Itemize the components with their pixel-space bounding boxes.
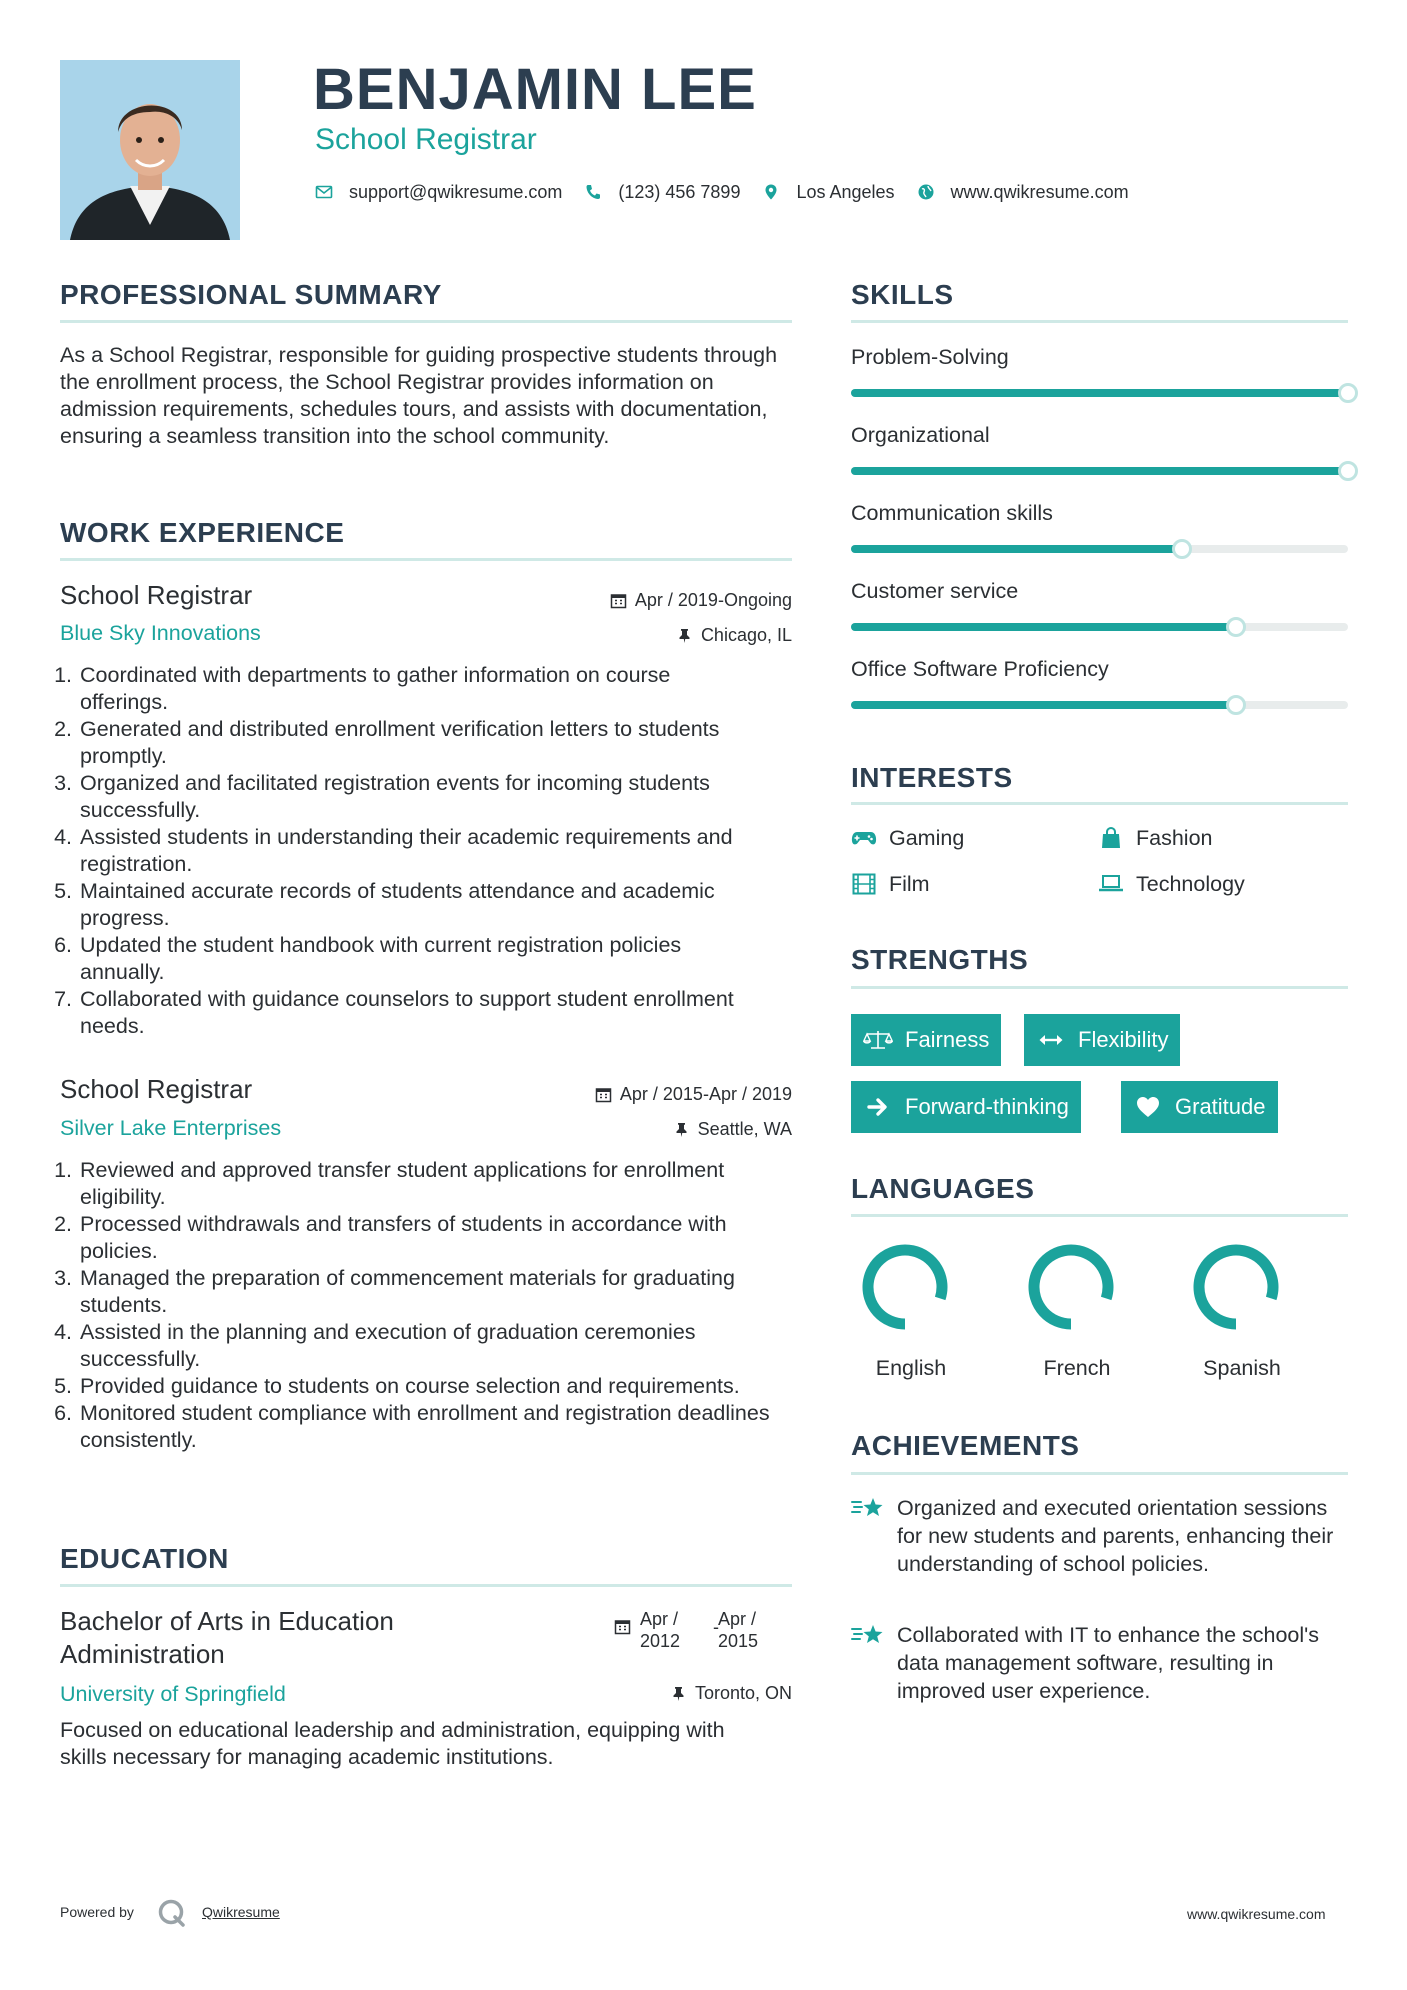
interest-item <box>851 870 930 898</box>
film-icon <box>851 871 877 897</box>
job-duties-list <box>60 662 760 1040</box>
strength-label: Fairness <box>905 1027 990 1052</box>
footer-website-link[interactable]: www.qwikresume.com <box>1187 1906 1326 1922</box>
duty-item: 1. Reviewed and approved transfer student applications for enrollment eligibility. <box>78 1157 800 1211</box>
skill-bar-knob <box>1338 383 1358 403</box>
strength-label: Forward-thinking <box>905 1094 1069 1119</box>
skill-bar <box>851 389 1348 397</box>
skill-bar <box>851 467 1348 475</box>
job-location <box>520 1118 792 1140</box>
edu-start-year: 2012 <box>640 1631 681 1651</box>
languages-divider <box>851 1214 1348 1217</box>
profile-photo <box>60 60 240 240</box>
strength-tag <box>1024 1014 1180 1066</box>
languages-heading: LANGUAGES <box>851 1173 1035 1204</box>
duty-item: 4. Assisted students in understanding their academic requirements and registration. <box>78 824 760 878</box>
interests-divider <box>851 802 1348 805</box>
skill-bar-fill <box>851 467 1348 475</box>
job-location <box>520 624 792 646</box>
language-arc <box>868 1250 942 1324</box>
interest-label: Fashion <box>1136 825 1213 850</box>
pushpin-icon <box>670 1685 687 1702</box>
globe-icon <box>917 183 935 201</box>
skill-bar <box>851 545 1348 553</box>
interest-item <box>1098 870 1245 898</box>
skill-bar-knob <box>1226 617 1246 637</box>
envelope-icon <box>315 183 333 201</box>
contact-website-text: www.qwikresume.com <box>950 181 1129 202</box>
edu-end <box>718 1608 758 1652</box>
skill-bar-fill <box>851 389 1348 397</box>
job-duties-list <box>60 1157 800 1454</box>
education-description: Focused on educational leadership and administration, equipping with skills necessary for managing academic institutions. <box>60 1718 725 1769</box>
job-location-text: Seattle, WA <box>697 1119 792 1139</box>
degree-line-1: Bachelor of Arts in Education <box>60 1606 394 1636</box>
interest-label: Film <box>889 871 930 896</box>
duty-item: 2. Generated and distributed enrollment verification letters to students promptly. <box>78 716 760 770</box>
degree-line-2: Administration <box>60 1639 225 1669</box>
candidate-name: BENJAMIN LEE <box>313 57 757 122</box>
skill-name: Communication skills <box>851 501 1053 525</box>
job-title: School Registrar <box>60 1074 253 1104</box>
calendar-icon <box>614 1618 634 1638</box>
job-location-text: Chicago, IL <box>700 625 792 645</box>
arrows-horizontal-icon <box>1036 1028 1066 1052</box>
duty-item: 4. Assisted in the planning and execution of graduation ceremonies successfully. <box>78 1319 800 1373</box>
duty-item: 6. Updated the student handbook with current registration policies annually. <box>78 932 760 986</box>
interest-item <box>851 824 964 852</box>
skill-bar-fill <box>851 623 1236 631</box>
skill-bar-knob <box>1172 539 1192 559</box>
skills-divider <box>851 320 1348 323</box>
contact-website[interactable] <box>917 182 1129 203</box>
strengths-heading: STRENGTHS <box>851 944 1029 975</box>
strength-label: Gratitude <box>1175 1094 1266 1119</box>
achievement-item <box>851 1621 1348 1705</box>
duty-item: 3. Organized and facilitated registration events for incoming students successfully. <box>78 770 760 824</box>
job-dates-text: Apr / 2015-Apr / 2019 <box>619 1084 792 1104</box>
job-company: Blue Sky Innovations <box>60 621 261 645</box>
interest-item <box>1098 824 1213 852</box>
interest-label: Technology <box>1136 871 1245 896</box>
achievement-text: Organized and executed orientation sessions for new students and parents, enhancing their understanding of school policies. <box>897 1496 1334 1576</box>
qwikresume-logo-icon <box>157 1898 187 1928</box>
skill-name: Organizational <box>851 423 990 447</box>
calendar-icon <box>595 1086 612 1103</box>
skill-name: Customer service <box>851 579 1019 603</box>
edu-end-year: 2015 <box>718 1631 759 1651</box>
education-divider <box>60 1584 792 1587</box>
pushpin-icon <box>673 1121 690 1138</box>
contact-location <box>762 182 894 203</box>
job-dates-text: Apr / 2019-Ongoing <box>634 590 792 610</box>
map-pin-icon <box>762 183 780 201</box>
skills-heading: SKILLS <box>851 279 954 310</box>
edu-start-month: Apr / <box>640 1609 679 1629</box>
strength-tag <box>1121 1081 1278 1133</box>
summary-text: As a School Registrar, responsible for guiding prospective students through the enrollment process, the School Registrar provides information on admission requirements, schedules tours, and assists with documentation, ensuring a seamless transition into the school community. <box>60 343 778 448</box>
strength-label: Flexibility <box>1078 1027 1169 1052</box>
experience-divider <box>60 558 792 561</box>
language-dial <box>860 1242 950 1332</box>
job-dates <box>520 1083 792 1105</box>
skill-bar <box>851 623 1348 631</box>
skill-bar <box>851 701 1348 709</box>
language-name: Spanish <box>1203 1356 1281 1380</box>
school-location-text: Toronto, ON <box>694 1683 792 1703</box>
heart-icon <box>1133 1095 1163 1119</box>
language-arc <box>1034 1250 1108 1324</box>
duty-item: 6. Monitored student compliance with enrollment and registration deadlines consistently. <box>78 1400 800 1454</box>
contact-location-text: Los Angeles <box>796 181 895 202</box>
language-dial <box>1026 1242 1116 1332</box>
contact-email-text: support@qwikresume.com <box>349 181 563 202</box>
language-arc <box>1199 1250 1273 1324</box>
school-location <box>520 1682 792 1704</box>
school-name: University of Springfield <box>60 1682 286 1706</box>
strengths-divider <box>851 986 1348 989</box>
edu-end-month: Apr / <box>718 1609 757 1629</box>
powered-by-label: Powered by <box>60 1904 134 1920</box>
duty-item: 2. Processed withdrawals and transfers of students in accordance with policies. <box>78 1211 800 1265</box>
edu-date-separator: - <box>713 1617 719 1637</box>
achievements-heading: ACHIEVEMENTS <box>851 1430 1080 1461</box>
calendar-icon <box>610 592 627 609</box>
contact-bar <box>315 178 1151 206</box>
skill-bar-fill <box>851 701 1236 709</box>
skill-name: Problem-Solving <box>851 345 1009 369</box>
candidate-title: School Registrar <box>315 123 537 156</box>
language-name: French <box>1043 1356 1111 1380</box>
interest-label: Gaming <box>889 825 965 850</box>
shooting-star-icon <box>851 1494 885 1522</box>
achievement-text: Collaborated with IT to enhance the school's data management software, resulting in improved user experience. <box>897 1623 1320 1703</box>
job-company: Silver Lake Enterprises <box>60 1116 282 1140</box>
shopping-bag-icon <box>1098 825 1124 851</box>
contact-phone-text: (123) 456 7899 <box>618 181 741 202</box>
qwikresume-link[interactable]: Qwikresume <box>202 1904 280 1920</box>
achievement-item <box>851 1494 1348 1578</box>
laptop-icon <box>1098 871 1124 897</box>
job-dates <box>520 589 792 611</box>
education-heading: EDUCATION <box>60 1543 229 1574</box>
skill-bar-knob <box>1338 461 1358 481</box>
summary-divider <box>60 320 792 323</box>
skill-bar-knob <box>1226 695 1246 715</box>
edu-start <box>640 1608 680 1652</box>
contact-phone[interactable] <box>584 182 740 203</box>
shooting-star-icon <box>851 1621 885 1649</box>
phone-icon <box>584 183 602 201</box>
summary-heading: PROFESSIONAL SUMMARY <box>60 279 442 310</box>
gamepad-icon <box>851 825 877 851</box>
duty-item: 5. Provided guidance to students on course selection and requirements. <box>78 1373 800 1400</box>
balance-scale-icon <box>863 1028 893 1052</box>
contact-email[interactable] <box>315 182 562 203</box>
skill-bar-fill <box>851 545 1182 553</box>
pushpin-icon <box>676 627 693 644</box>
duty-item: 1. Coordinated with departments to gather information on course offerings. <box>78 662 760 716</box>
skill-name: Office Software Proficiency <box>851 657 1109 681</box>
duty-item: 3. Managed the preparation of commencement materials for graduating students. <box>78 1265 800 1319</box>
strength-tag <box>851 1014 1001 1066</box>
achievements-divider <box>851 1472 1348 1475</box>
interests-heading: INTERESTS <box>851 762 1013 793</box>
duty-item: 5. Maintained accurate records of students attendance and academic progress. <box>78 878 760 932</box>
experience-heading: WORK EXPERIENCE <box>60 517 345 548</box>
arrow-right-icon <box>863 1095 893 1119</box>
duty-item: 7. Collaborated with guidance counselors to support student enrollment needs. <box>78 986 760 1040</box>
strength-tag <box>851 1081 1081 1133</box>
language-dial <box>1191 1242 1281 1332</box>
language-name: English <box>875 1356 947 1380</box>
job-title: School Registrar <box>60 580 253 610</box>
